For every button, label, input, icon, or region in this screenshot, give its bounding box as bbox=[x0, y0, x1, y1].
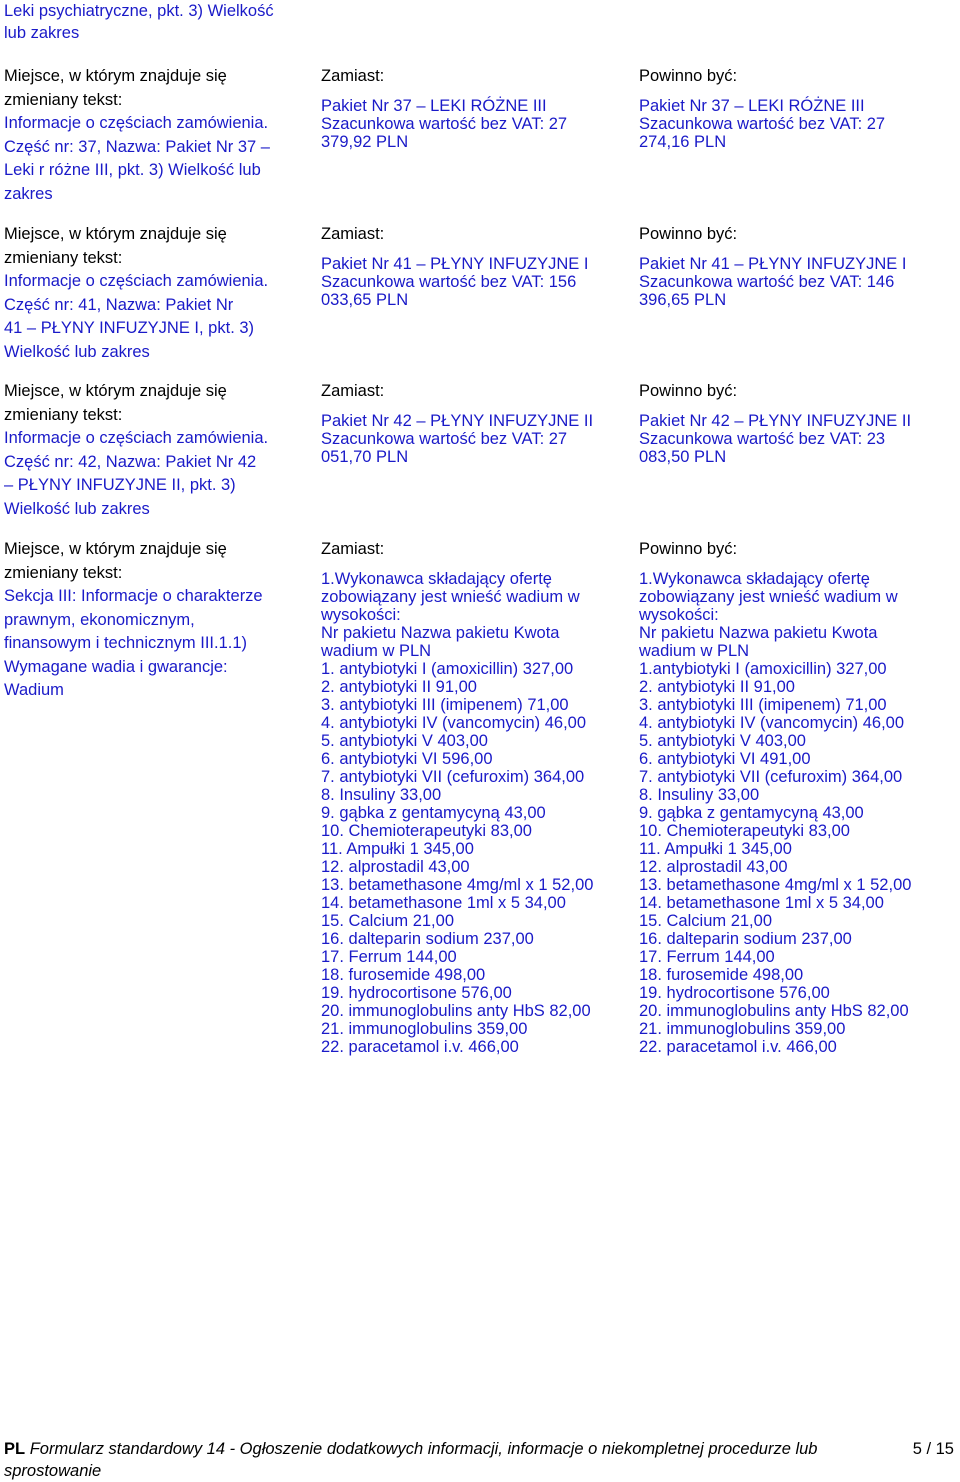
place-label: Miejsce, w którym znajduje się bbox=[4, 540, 227, 558]
value-line: Szacunkowa wartość bez VAT: 146 bbox=[639, 273, 895, 291]
value-line: 13. betamethasone 4mg/ml x 1 52,00 bbox=[321, 876, 594, 894]
text-line: Leki psychiatryczne, pkt. 3) Wielkość bbox=[4, 2, 274, 20]
place-text: Informacje o częściach zamówienia. bbox=[4, 114, 269, 132]
place-text: Informacje o częściach zamówienia. bbox=[4, 272, 269, 290]
place-text: Część nr: 37, Nazwa: Pakiet Nr 37 – bbox=[4, 137, 270, 156]
place-label: zmieniany tekst: bbox=[4, 563, 123, 582]
value-line: 379,92 PLN bbox=[321, 133, 409, 151]
place-text: Leki r różne III, pkt. 3) Wielkość lub bbox=[4, 161, 261, 179]
value-line: 5. antybiotyki V 403,00 bbox=[639, 732, 806, 750]
place-text: Wymagane wadia i gwarancje: bbox=[4, 657, 228, 676]
value-line: 18. furosemide 498,00 bbox=[639, 966, 804, 984]
value-line: Pakiet Nr 42 – PŁYNY INFUZYJNE II bbox=[639, 412, 912, 430]
value-line: wadium w PLN bbox=[639, 642, 750, 660]
place-text: finansowym i technicznym III.1.1) bbox=[4, 634, 248, 652]
place-label: Miejsce, w którym znajduje się bbox=[4, 382, 227, 400]
place-cell bbox=[4, 380, 310, 521]
place-text: – PŁYNY INFUZYJNE II, pkt. 3) bbox=[4, 476, 236, 494]
place-label: zmieniany tekst: bbox=[4, 405, 123, 424]
place-text: Część nr: 41, Nazwa: Pakiet Nr bbox=[4, 295, 234, 314]
value-line: 7. antybiotyki VII (cefuroxim) 364,00 bbox=[639, 768, 903, 786]
value-line: 2. antybiotyki II 91,00 bbox=[321, 678, 477, 696]
place-text: Wadium bbox=[4, 681, 64, 699]
value-line: Szacunkowa wartość bez VAT: 23 bbox=[639, 430, 886, 448]
footer-language: PL bbox=[4, 1440, 26, 1458]
value-line: 1.Wykonawca składający ofertę bbox=[639, 570, 870, 588]
value-line: wysokości: bbox=[321, 606, 401, 624]
value-line: 10. Chemioterapeutyki 83,00 bbox=[639, 822, 850, 840]
place-text: Sekcja III: Informacje o charakterze bbox=[4, 587, 263, 605]
value-line: 16. dalteparin sodium 237,00 bbox=[639, 930, 852, 948]
footer-form-title: Formularz standardowy 14 - Ogłoszenie dodatkowych informacji, informacje o niekompletnej procedurze lub bbox=[29, 1440, 818, 1458]
value-line: 14. betamethasone 1ml x 5 34,00 bbox=[639, 894, 884, 912]
value-line: 12. alprostadil 43,00 bbox=[639, 858, 788, 876]
place-cell bbox=[4, 65, 310, 206]
place-cell bbox=[4, 538, 310, 703]
value-line: Nr pakietu Nazwa pakietu Kwota bbox=[639, 624, 878, 642]
value-line: 21. immunoglobulins 359,00 bbox=[639, 1020, 846, 1038]
value-line: 15. Calcium 21,00 bbox=[639, 912, 772, 930]
instead-value bbox=[321, 570, 593, 1056]
value-line: 274,16 PLN bbox=[639, 133, 727, 151]
continued-place-text bbox=[4, 0, 314, 44]
value-line: 396,65 PLN bbox=[639, 291, 727, 309]
value-line: Pakiet Nr 41 – PŁYNY INFUZYJNE I bbox=[321, 255, 589, 273]
value-line: Nr pakietu Nazwa pakietu Kwota bbox=[321, 624, 560, 642]
value-line: 21. immunoglobulins 359,00 bbox=[321, 1020, 528, 1038]
page-number: 5 / 15 bbox=[912, 1440, 954, 1458]
page-footer bbox=[4, 1438, 960, 1482]
instead-value bbox=[321, 97, 567, 151]
value-line: Pakiet Nr 37 – LEKI RÓŻNE III bbox=[321, 97, 547, 115]
value-line: 19. hydrocortisone 576,00 bbox=[639, 984, 830, 1002]
value-line: 12. alprostadil 43,00 bbox=[321, 858, 470, 876]
should-be-value bbox=[639, 255, 906, 309]
value-line: 22. paracetamol i.v. 466,00 bbox=[321, 1038, 519, 1056]
place-label: zmieniany tekst: bbox=[4, 90, 123, 109]
value-line: 16. dalteparin sodium 237,00 bbox=[321, 930, 534, 948]
instead-label: Zamiast: bbox=[321, 540, 385, 558]
value-line: zobowiązany jest wnieść wadium w bbox=[639, 588, 898, 606]
place-text: 41 – PŁYNY INFUZYJNE I, pkt. 3) bbox=[4, 319, 255, 337]
value-line: Pakiet Nr 37 – LEKI RÓŻNE III bbox=[639, 97, 865, 115]
text-line: lub zakres bbox=[4, 24, 80, 42]
value-line: 15. Calcium 21,00 bbox=[321, 912, 454, 930]
instead-label: Zamiast: bbox=[321, 225, 385, 243]
value-line: 8. Insuliny 33,00 bbox=[639, 786, 760, 804]
place-text: Informacje o częściach zamówienia. bbox=[4, 429, 269, 447]
instead-label: Zamiast: bbox=[321, 67, 385, 85]
value-line: 3. antybiotyki III (imipenem) 71,00 bbox=[321, 696, 569, 714]
value-line: 17. Ferrum 144,00 bbox=[321, 948, 457, 966]
footer-form-title-cont: sprostowanie bbox=[4, 1462, 102, 1480]
value-line: 9. gąbka z gentamycyną 43,00 bbox=[321, 804, 546, 822]
value-line: 17. Ferrum 144,00 bbox=[639, 948, 775, 966]
should-be-label: Powinno być: bbox=[639, 67, 738, 85]
value-line: 22. paracetamol i.v. 466,00 bbox=[639, 1038, 837, 1056]
instead-value bbox=[321, 412, 593, 466]
place-label: Miejsce, w którym znajduje się bbox=[4, 225, 227, 243]
instead-label: Zamiast: bbox=[321, 382, 385, 400]
place-text: Wielkość lub zakres bbox=[4, 499, 150, 518]
value-line: Pakiet Nr 41 – PŁYNY INFUZYJNE I bbox=[639, 255, 907, 273]
place-text: Część nr: 42, Nazwa: Pakiet Nr 42 bbox=[4, 452, 257, 471]
value-line: Szacunkowa wartość bez VAT: 27 bbox=[321, 430, 568, 448]
value-line: 7. antybiotyki VII (cefuroxim) 364,00 bbox=[321, 768, 585, 786]
value-line: 14. betamethasone 1ml x 5 34,00 bbox=[321, 894, 566, 912]
should-be-label: Powinno być: bbox=[639, 540, 738, 558]
value-line: Pakiet Nr 42 – PŁYNY INFUZYJNE II bbox=[321, 412, 594, 430]
should-be-label: Powinno być: bbox=[639, 225, 738, 243]
value-line: 083,50 PLN bbox=[639, 448, 727, 466]
value-line: 1.Wykonawca składający ofertę bbox=[321, 570, 552, 588]
value-line: 8. Insuliny 33,00 bbox=[321, 786, 442, 804]
value-line: zobowiązany jest wnieść wadium w bbox=[321, 588, 580, 606]
value-line: 4. antybiotyki IV (vancomycin) 46,00 bbox=[321, 714, 587, 732]
value-line: 5. antybiotyki V 403,00 bbox=[321, 732, 488, 750]
value-line: Szacunkowa wartość bez VAT: 27 bbox=[639, 115, 886, 133]
should-be-value bbox=[639, 97, 885, 151]
value-line: 2. antybiotyki II 91,00 bbox=[639, 678, 795, 696]
value-line: 6. antybiotyki VI 491,00 bbox=[639, 750, 811, 768]
value-line: 20. immunoglobulins anty HbS 82,00 bbox=[321, 1002, 591, 1020]
should-be-value bbox=[639, 412, 911, 466]
value-line: 11. Ampułki 1 345,00 bbox=[639, 840, 792, 858]
value-line: wadium w PLN bbox=[321, 642, 432, 660]
place-text: zakres bbox=[4, 184, 53, 203]
place-cell bbox=[4, 223, 310, 364]
value-line: 3. antybiotyki III (imipenem) 71,00 bbox=[639, 696, 887, 714]
value-line: 19. hydrocortisone 576,00 bbox=[321, 984, 512, 1002]
value-line: Szacunkowa wartość bez VAT: 156 bbox=[321, 273, 577, 291]
place-text: prawnym, ekonomicznym, bbox=[4, 610, 195, 629]
value-line: 1.antybiotyki I (amoxicillin) 327,00 bbox=[639, 660, 887, 678]
value-line: 033,65 PLN bbox=[321, 291, 409, 309]
should-be-value bbox=[639, 570, 911, 1056]
value-line: 20. immunoglobulins anty HbS 82,00 bbox=[639, 1002, 909, 1020]
value-line: 13. betamethasone 4mg/ml x 1 52,00 bbox=[639, 876, 912, 894]
place-label: Miejsce, w którym znajduje się bbox=[4, 67, 227, 85]
value-line: 051,70 PLN bbox=[321, 448, 409, 466]
should-be-label: Powinno być: bbox=[639, 382, 738, 400]
value-line: Szacunkowa wartość bez VAT: 27 bbox=[321, 115, 568, 133]
place-label: zmieniany tekst: bbox=[4, 248, 123, 267]
value-line: 11. Ampułki 1 345,00 bbox=[321, 840, 474, 858]
place-text: Wielkość lub zakres bbox=[4, 342, 150, 361]
value-line: 10. Chemioterapeutyki 83,00 bbox=[321, 822, 532, 840]
value-line: 1. antybiotyki I (amoxicillin) 327,00 bbox=[321, 660, 574, 678]
value-line: 4. antybiotyki IV (vancomycin) 46,00 bbox=[639, 714, 905, 732]
value-line: 9. gąbka z gentamycyną 43,00 bbox=[639, 804, 864, 822]
value-line: 6. antybiotyki VI 596,00 bbox=[321, 750, 493, 768]
value-line: 18. furosemide 498,00 bbox=[321, 966, 486, 984]
value-line: wysokości: bbox=[639, 606, 719, 624]
instead-value bbox=[321, 255, 588, 309]
